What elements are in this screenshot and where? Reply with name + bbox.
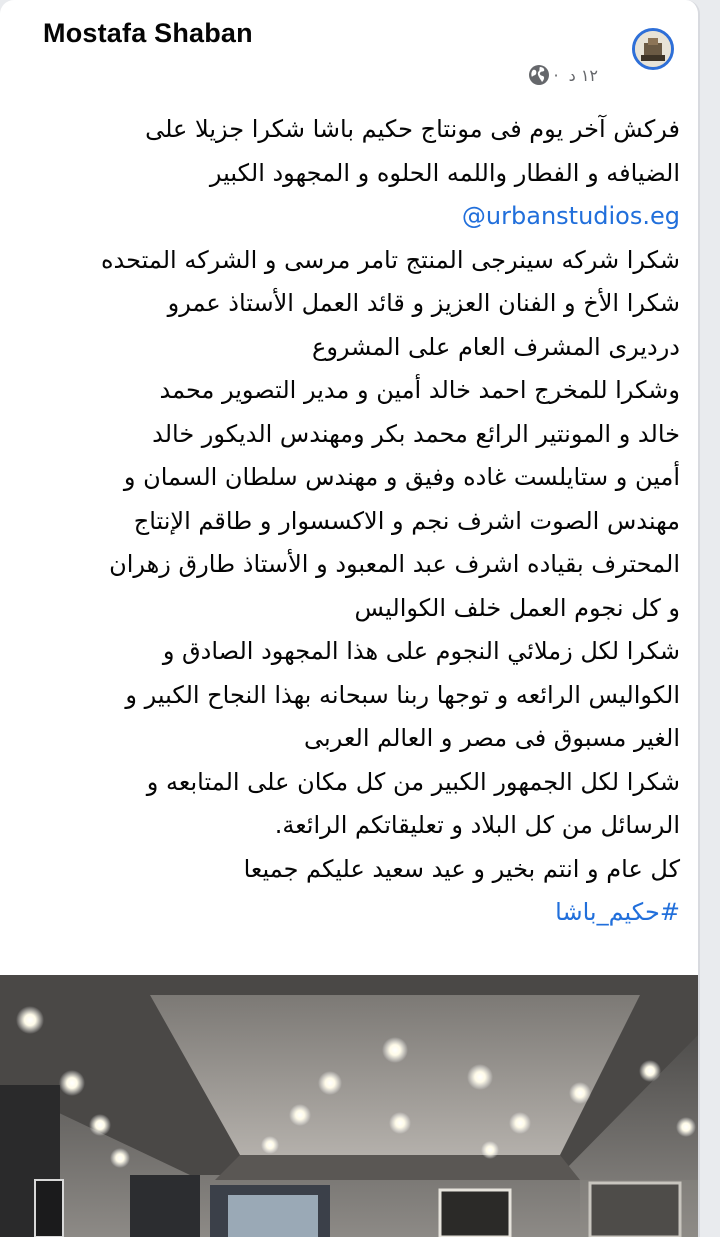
post-line: شكرا لكل الجمهور الكبير من كل مكان على المتابعه و: [146, 767, 680, 796]
post-line: الضيافه و الفطار واللمه الحلوه و المجهود الكبير: [209, 158, 680, 187]
post-line: المحترف بقياده اشرف عبد المعبود و الأستاذ طارق زهران: [109, 550, 680, 578]
meta-separator: ·: [553, 65, 559, 85]
hashtag-link[interactable]: #حكيم_باشا: [555, 898, 680, 926]
mention-link[interactable]: @urbanstudios.eg: [461, 202, 680, 230]
post-line: و كل نجوم العمل خلف الكواليس: [354, 593, 680, 622]
post-body: [24, 108, 680, 935]
post-header: [0, 0, 698, 92]
post-line: شكرا الأخ و الفنان العزيز و قائد العمل الأستاذ عمرو: [167, 289, 680, 317]
globe-icon: [528, 64, 550, 86]
post-line: شكرا لكل زملائي النجوم على هذا المجهود الصادق و: [162, 637, 680, 665]
post-line: وشكرا للمخرج احمد خالد أمين و مدير التصوير محمد: [159, 376, 680, 404]
post-line: فركش آخر يوم فى مونتاج حكيم باشا شكرا جزيلا على: [145, 115, 680, 143]
post-line: كل عام و انتم بخير و عيد سعيد عليكم جميعا: [243, 854, 680, 883]
post-line: درديرى المشرف العام على المشروع: [312, 332, 680, 361]
page-background: [700, 0, 720, 1237]
post-line: أمين و ستايلست غاده وفيق و مهندس سلطان السمان و: [123, 463, 680, 491]
post-line: الرسائل من كل البلاد و تعليقاتكم الرائعة.: [274, 811, 680, 839]
post-line: الغير مسبوق فى مصر و العالم العربى: [304, 724, 680, 752]
post-line: الكواليس الرائعه و توجها ربنا سبحانه بهذا النجاح الكبير و: [125, 680, 680, 709]
post-line: خالد و المونتير الرائع محمد بكر ومهندس الديكور خالد: [152, 419, 680, 448]
post-line: شكرا شركه سينرجى المنتج تامر مرسى و الشركه المتحده: [100, 245, 680, 274]
post-photo[interactable]: [0, 975, 698, 1237]
post-line: مهندس الصوت اشرف نجم و الاكسسوار و طاقم الإنتاج: [133, 506, 680, 535]
profile-avatar[interactable]: [632, 28, 674, 70]
post-meta: [528, 64, 599, 86]
post-time[interactable]: ١٢ د: [568, 65, 598, 85]
author-name[interactable]: Mostafa Shaban: [43, 18, 253, 48]
